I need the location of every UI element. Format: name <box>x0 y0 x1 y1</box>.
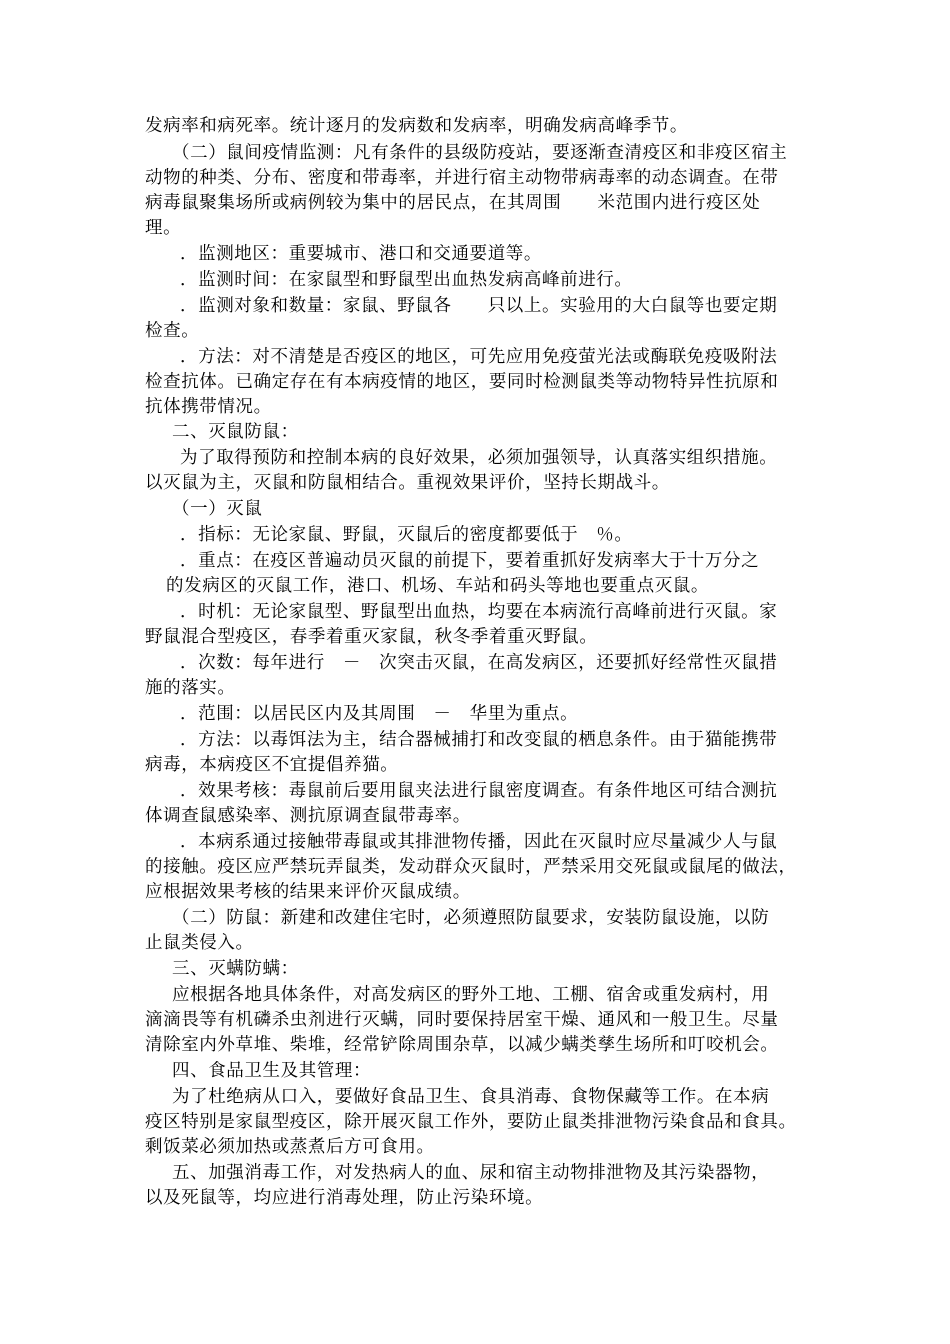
section-heading: 四、食品卫生及其管理： <box>172 1061 372 1081</box>
list-item: ．指标：无论家鼠、野鼠，灭鼠后的密度都要低于 ％。 <box>180 525 633 545</box>
list-item: ．次数：每年进行 － 次突击灭鼠，在高发病区，还要抓好经常性灭鼠措 <box>180 653 778 673</box>
text-line: 清除室内外草堆、柴堆，经常铲除周围杂草，以减少螨类孳生场所和叮咬机会。 <box>145 1035 779 1055</box>
text-line: 滴滴畏等有机磷杀虫剂进行灭螨，同时要保持居室干燥、通风和一般卫生。尽量 <box>145 1010 779 1030</box>
list-item: ．重点：在疫区普遍动员灭鼠的前提下，要着重抓好发病率大于十万分之 <box>180 551 760 571</box>
section-heading: （二）鼠间疫情监测：凡有条件的县级防疫站，要逐渐查清疫区和非疫区宿主 <box>172 143 788 163</box>
text-line: 应根据效果考核的结果来评价灭鼠成绩。 <box>145 882 471 902</box>
text-line: 的接触。疫区应严禁玩弄鼠类，发动群众灭鼠时，严禁采用交死鼠或鼠尾的做法， <box>145 857 797 877</box>
text-line: 病毒，本病疫区不宜提倡养猫。 <box>145 755 399 775</box>
section-heading: 五、加强消毒工作，对发热病人的血、尿和宿主动物排泄物及其污染器物， <box>172 1163 770 1183</box>
text-line: 抗体携带情况。 <box>145 397 272 417</box>
subsection-heading: （一）灭鼠 <box>172 499 263 519</box>
list-item: ．范围：以居民区内及其周围 － 华里为重点。 <box>180 704 579 724</box>
paragraph-line: 为了取得预防和控制本病的良好效果，必须加强领导，认真落实组织措施。 <box>180 448 778 468</box>
list-item: ．时机：无论家鼠型、野鼠型出血热，均要在本病流行高峰前进行灭鼠。家 <box>180 602 778 622</box>
text-line: 理。 <box>145 218 182 238</box>
text-line: 以及死鼠等，均应进行消毒处理，防止污染环境。 <box>145 1188 544 1208</box>
list-item: ．效果考核：毒鼠前后要用鼠夹法进行鼠密度调查。有条件地区可结合测抗 <box>180 781 778 801</box>
list-item: ．监测对象和数量：家鼠、野鼠各 只以上。实验用的大白鼠等也要定期 <box>180 296 778 316</box>
text-line: 施的落实。 <box>145 678 236 698</box>
list-item: ．监测时间：在家鼠型和野鼠型出血热发病高峰前进行。 <box>180 270 633 290</box>
list-item: ．监测地区：重要城市、港口和交通要道等。 <box>180 244 542 264</box>
list-item: ．方法：对不清楚是否疫区的地区，可先应用免疫萤光法或酶联免疫吸附法 <box>180 347 778 367</box>
text-line: 检查。 <box>145 321 200 341</box>
list-item: ．方法：以毒饵法为主，结合器械捕打和改变鼠的栖息条件。由于猫能携带 <box>180 730 778 750</box>
paragraph-line: 为了杜绝病从口入，要做好食品卫生、食具消毒、食物保藏等工作。在本病 <box>172 1087 770 1107</box>
text-line: 止鼠类侵入。 <box>145 933 254 953</box>
text-line: 疫区特别是家鼠型疫区，除开展灭鼠工作外，要防止鼠类排泄物污染食品和食具。 <box>145 1112 797 1132</box>
text-line: 以灭鼠为主，灭鼠和防鼠相结合。重视效果评价，坚持长期战斗。 <box>145 473 670 493</box>
text-line: 检查抗体。已确定存在有本病疫情的地区，要同时检测鼠类等动物特异性抗原和 <box>145 372 779 392</box>
subsection-heading: （二）防鼠：新建和改建住宅时，必须遵照防鼠要求，安装防鼠设施，以防 <box>172 908 770 928</box>
text-line: 野鼠混合型疫区，春季着重灭家鼠，秋冬季着重灭野鼠。 <box>145 627 598 647</box>
section-heading: 三、灭螨防螨： <box>172 959 299 979</box>
text-line: 体调查鼠感染率、测抗原调查鼠带毒率。 <box>145 806 471 826</box>
list-item: ．本病系通过接触带毒鼠或其排泄物传播，因此在灭鼠时应尽量减少人与鼠 <box>180 832 778 852</box>
text-line: 的发病区的灭鼠工作，港口、机场、车站和码头等地也要重点灭鼠。 <box>166 576 709 596</box>
text-line: 病毒鼠聚集场所或病例较为集中的居民点，在其周围 米范围内进行疫区处 <box>145 193 761 213</box>
text-line: 剩饭菜必须加热或蒸煮后方可食用。 <box>145 1137 435 1157</box>
section-heading: 二、灭鼠防鼠： <box>172 422 299 442</box>
text-line: 发病率和病死率。统计逐月的发病数和发病率，明确发病高峰季节。 <box>145 116 688 136</box>
paragraph-line: 应根据各地具体条件，对高发病区的野外工地、工棚、宿舍或重发病村，用 <box>172 985 770 1005</box>
text-line: 动物的种类、分布、密度和带毒率，并进行宿主动物带病毒率的动态调查。在带 <box>145 168 779 188</box>
